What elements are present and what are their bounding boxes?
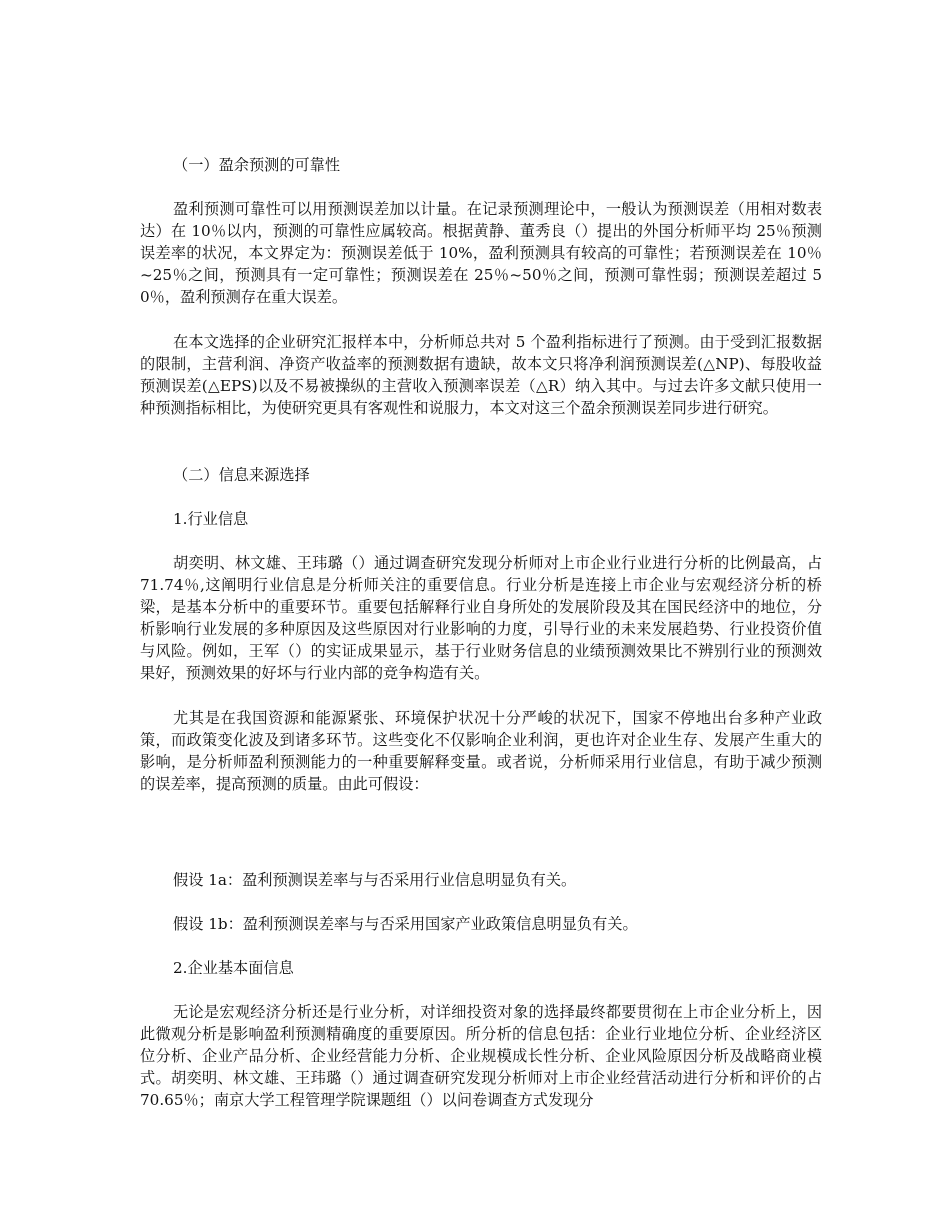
subheading-company-fundamentals: 2.企业基本面信息 <box>173 959 294 977</box>
paragraph-company-analysis: 无论是宏观经济分析还是行业分析，对详细投资对象的选择最终都要贯彻在上市企业分析上，因此微观分析是影响盈利预测精确度的重要原因。所分析的信息包括：企业行业地位分析、企业经济区位分析、企业产品分析、企业经营能力分析、企业规模成长性分析、企业风险原因分析及战略商业模式。胡奕明、林文雄、王玮璐（）通过调查研究发现分析师对上市企业经营活动进行分析和评价的占 70.65％；南京大学工程管理学院课题组（）以问卷调查方式发现分 <box>140 1003 822 1109</box>
paragraph-industry-policy: 尤其是在我国资源和能源紧张、环境保护状况十分严峻的状况下，国家不停地出台多种产业政策，而政策变化波及到诸多环节。这些变化不仅影响企业利润，更也许对企业生存、发展产生重大的影响，是分析师盈利预测能力的一种重要解释变量。或者说，分析师采用行业信息，有助于减少预测的误差率，提高预测的质量。由此可假设： <box>140 709 822 793</box>
paragraph-forecast-indicators: 在本文选择的企业研究汇报样本中，分析师总共对 5 个盈利指标进行了预测。由于受到汇报数据的限制，主营利润、净资产收益率的预测数据有遗缺，故本文只将净利润预测误差(△NP)、每股收益预测误差(△EPS)以及不易被操纵的主营收入预测率误差（△R）纳入其中。与过去许多文献只使用一种预测指标相比，为使研究更具有客观性和说服力，本文对这三个盈余预测误差同步进行研究。 <box>140 333 822 417</box>
section-heading-info-source: （二）信息来源选择 <box>173 466 310 484</box>
hypothesis-1a: 假设 1a：盈利预测误差率与与否采用行业信息明显负有关。 <box>173 871 577 889</box>
paragraph-industry-analysis: 胡奕明、林文雄、王玮璐（）通过调查研究发现分析师对上市企业行业进行分析的比例最高，占 71.74％,这阐明行业信息是分析师关注的重要信息。行业分析是连接上市企业与宏观经济分析的桥梁，是基本分析中的重要环节。重要包括解释行业自身所处的发展阶段及其在国民经济中的地位，分析影响行业发展的多种原因及这些原因对行业影响的力度，引导行业的未来发展趋势、行业投资价值与风险。例如，王军（）的实证成果显示，基于行业财务信息的业绩预测效果比不辨别行业的预测效果好，预测效果的好坏与行业内部的竞争构造有关。 <box>140 554 822 682</box>
section-heading-reliability: （一）盈余预测的可靠性 <box>173 156 341 174</box>
paragraph-reliability-definition: 盈利预测可靠性可以用预测误差加以计量。在记录预测理论中，一般认为预测误差（用相对数表达）在 10％以内，预测的可靠性应属较高。根据黄静、董秀良（）提出的外国分析师平均 25％预测误差率的状况，本文界定为：预测误差低于 10%，盈利预测具有较高的可靠性；若预测误差在 10％~25％之间，预测具有一定可靠性；预测误差在 25％~50％之间，预测可靠性弱；预测误差超过 50％，盈利预测存在重大误差。 <box>140 200 822 306</box>
hypothesis-1b: 假设 1b：盈利预测误差率与与否采用国家产业政策信息明显负有关。 <box>173 915 638 933</box>
subheading-industry-info: 1.行业信息 <box>173 510 249 528</box>
